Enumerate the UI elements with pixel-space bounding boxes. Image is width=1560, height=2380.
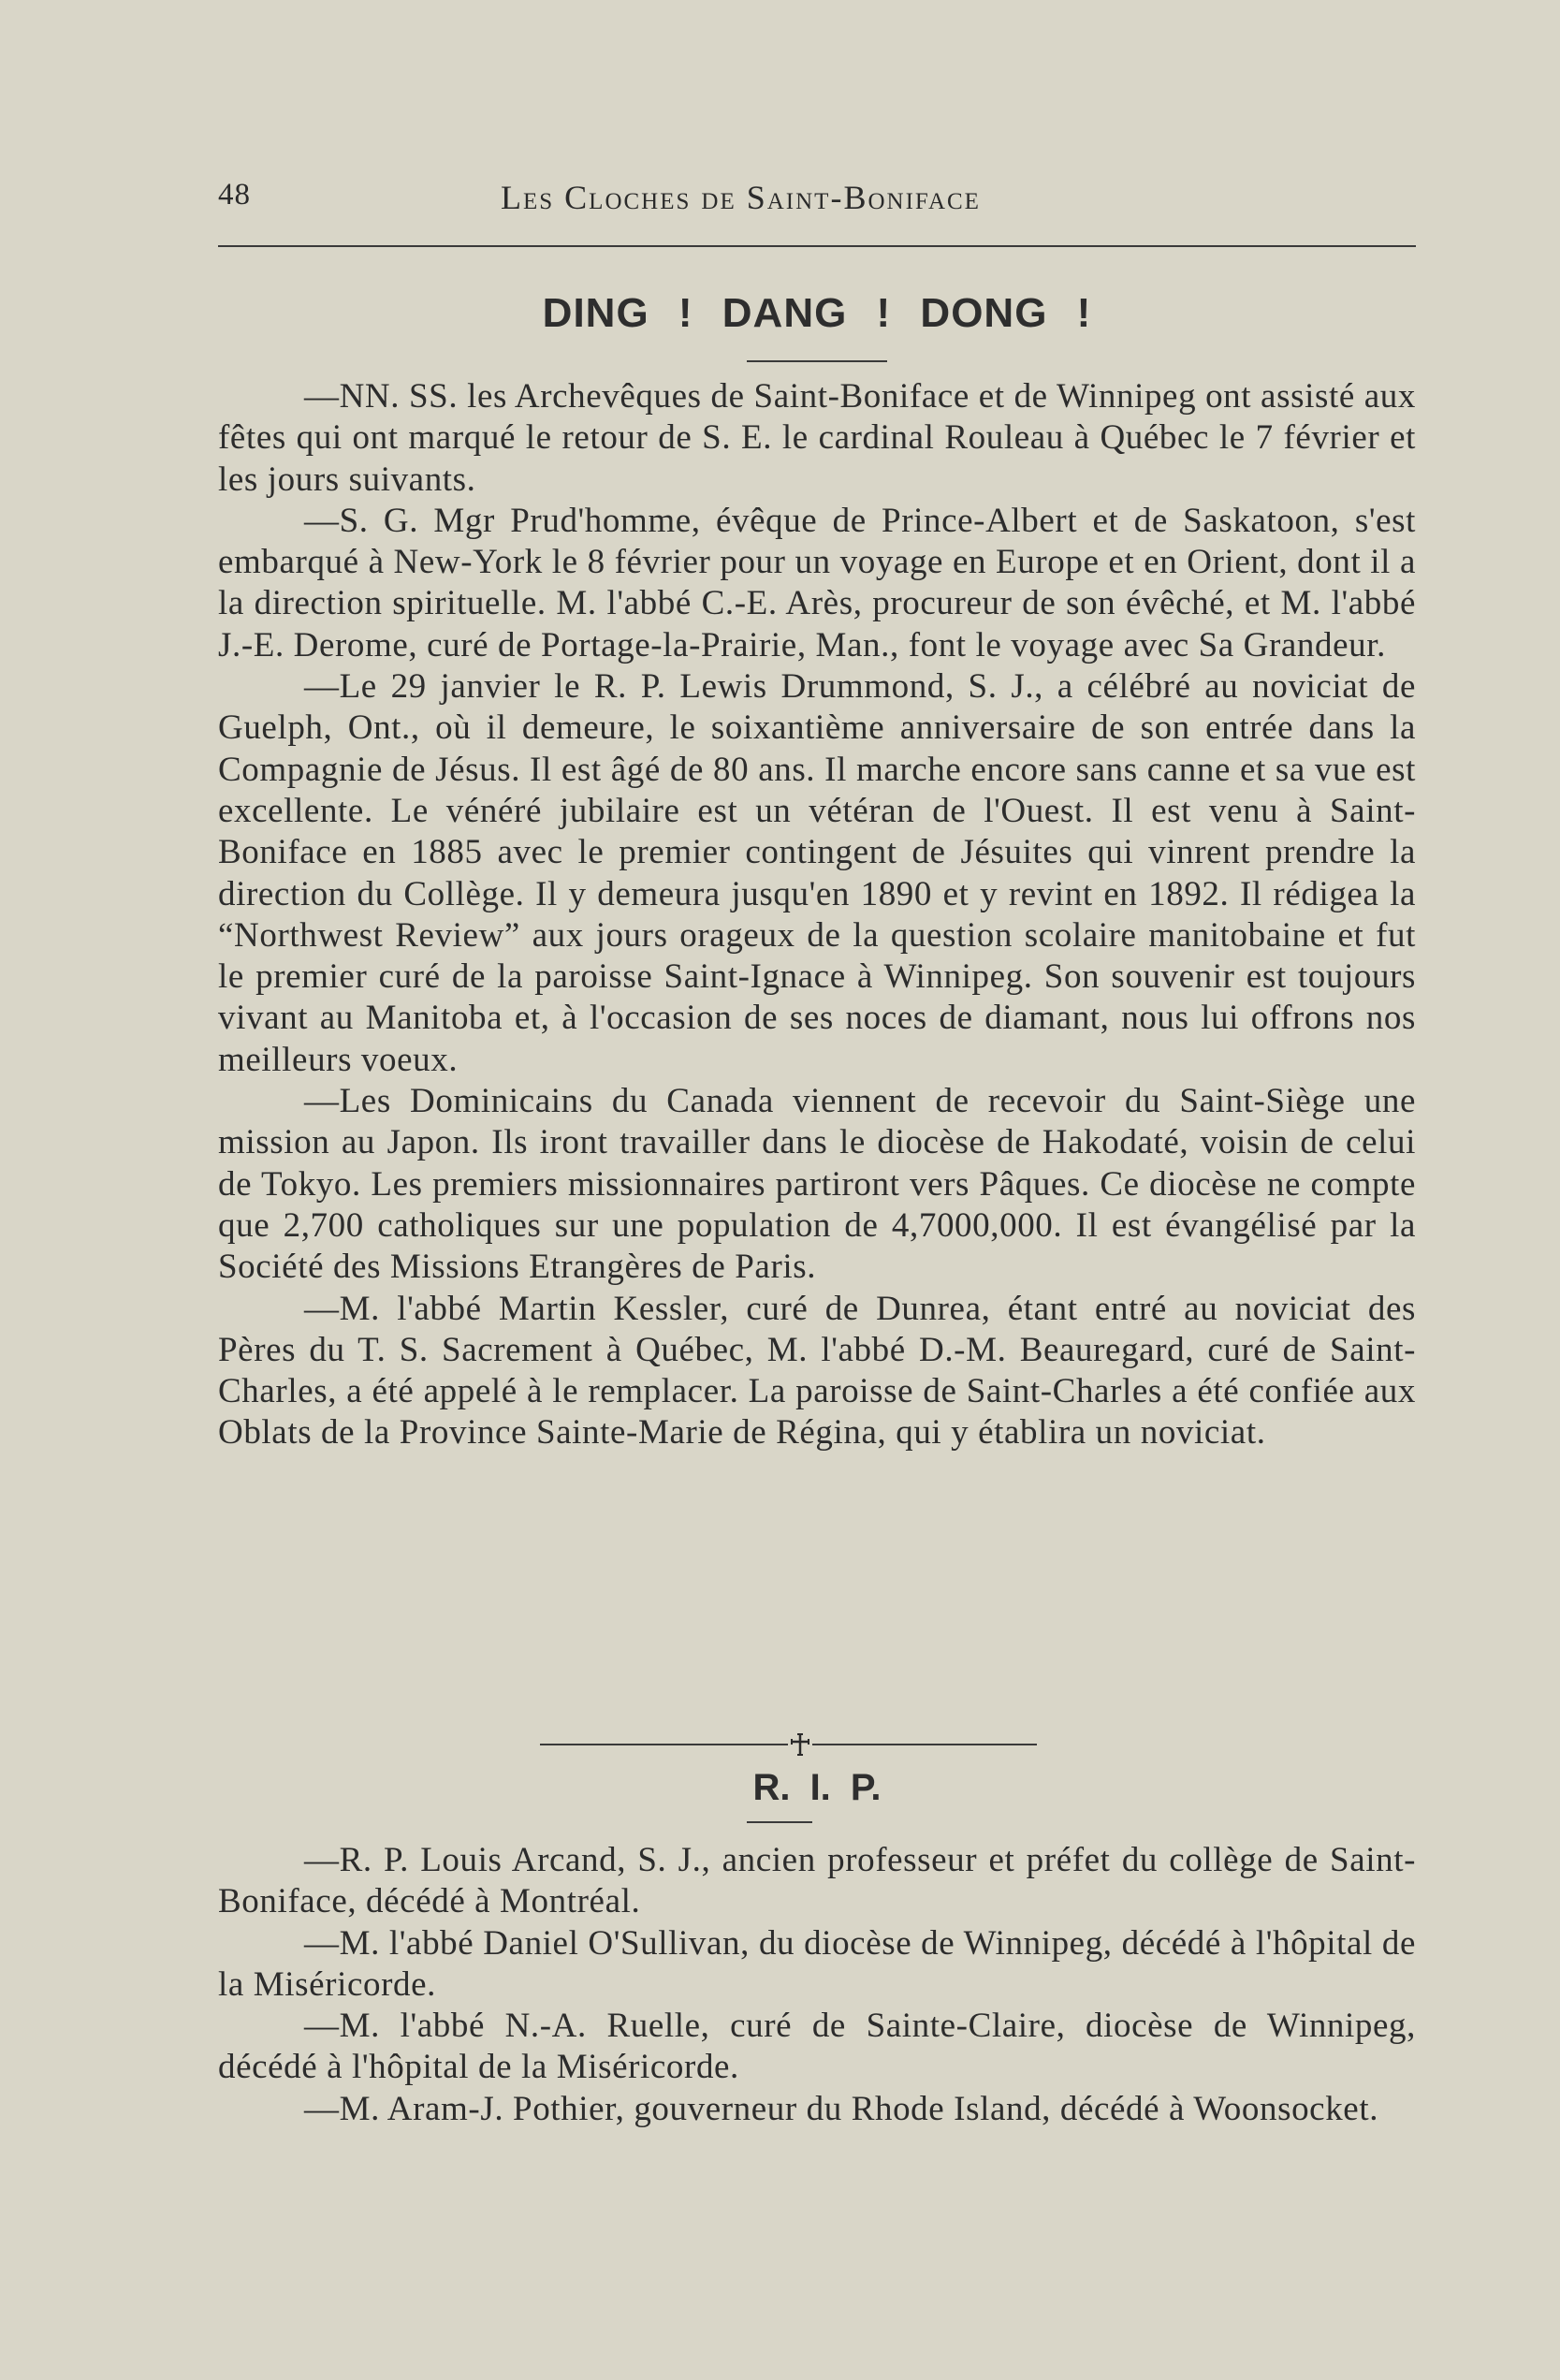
news-paragraph: —M. l'abbé Martin Kessler, curé de Dunrea, étant entré au noviciat des Pères du T. S. Sacrement à Québec, M. l'abbé D.-M. Beauregard, curé de Saint-Charles, a été appelé à le remplacer. La paroisse de Saint-Charles a été confiée aux Oblats de la Province Sainte-Marie de Régina, qui y établira un noviciat. — [218, 1289, 1416, 1453]
rip-heading-underline — [747, 1821, 812, 1823]
journal-title: Les Cloches de Saint-Boniface — [501, 179, 981, 216]
obituary-entry: —M. l'abbé Daniel O'Sullivan, du diocèse de Winnipeg, décédé à l'hôpital de la Miséricorde. — [218, 1923, 1416, 2004]
cross-icon — [789, 1733, 811, 1756]
news-paragraph: —Les Dominicains du Canada viennent de recevoir du Saint-Siège une mission au Japon. Ils iront travailler dans le diocèse de Hakodaté, voisin de celui de Tokyo. Les premiers missionnaires partiront vers Pâques. Ce diocèse ne compte que 2,700 catholiques sur une population de 4,7000,000. Il est évangélisé par la Société des Missions Etrangères de Paris. — [218, 1082, 1416, 1287]
cross-separator — [540, 1733, 1064, 1756]
obituary-entry: —R. P. Louis Arcand, S. J., ancien professeur et préfet du collège de Saint-Boniface, décédé à Montréal. — [218, 1841, 1416, 1921]
separator-line-left — [540, 1744, 788, 1745]
news-paragraph: —S. G. Mgr Prud'homme, évêque de Prince-Albert et de Saskatoon, s'est embarqué à New-York le 8 février pour un voyage en Europe et en Orient, dont il a la direction spirituelle. M. l'abbé C.-E. Arès, procureur de son évêché, et M. l'abbé J.-E. Derome, curé de Portage-la-Prairie, Man., font le voyage avec Sa Grandeur. — [218, 501, 1416, 664]
obituary-entry: —M. Aram-J. Pothier, gouverneur du Rhode Island, décédé à Woonsocket. — [304, 2089, 1379, 2128]
heading-underline — [747, 360, 887, 362]
rip-body — [218, 1840, 1416, 2130]
header-rule — [218, 245, 1416, 247]
obituary-entry: —M. l'abbé N.-A. Ruelle, curé de Sainte-Claire, diocèse de Winnipeg, décédé à l'hôpital de la Miséricorde. — [218, 2007, 1416, 2087]
news-heading: DING ! DANG ! DONG ! — [542, 290, 1092, 336]
news-paragraph: —Le 29 janvier le R. P. Lewis Drummond, S. J., a célébré au noviciat de Guelph, Ont., où il demeure, le soixantième anniversaire de son entrée dans la Compagnie de Jésus. Il est âgé de 80 ans. Il marche encore sans canne et sa vue est excellente. Le vénéré jubilaire est un vétéran de l'Ouest. Il est venu à Saint-Boniface en 1885 avec le premier contingent de Jésuites qui vinrent prendre la direction du Collège. Il y demeura jusqu'en 1890 et y revint en 1892. Il rédigea la “Northwest Review” aux jours orageux de la question scolaire manitobaine et fut le premier curé de la paroisse Saint-Ignace à Winnipeg. Son souvenir est toujours vivant au Manitoba et, à l'occasion de ses noces de diamant, nous lui offrons nos meilleurs voeux. — [218, 667, 1416, 1079]
page-number: 48 — [218, 178, 251, 212]
news-body — [218, 376, 1416, 1454]
running-head — [218, 178, 1416, 225]
rip-heading: R. I. P. — [752, 1767, 882, 1808]
news-paragraph: —NN. SS. les Archevêques de Saint-Boniface et de Winnipeg ont assisté aux fêtes qui ont marqué le retour de S. E. le cardinal Rouleau à Québec le 7 février et les jours suivants. — [218, 377, 1416, 499]
separator-line-right — [812, 1744, 1037, 1745]
